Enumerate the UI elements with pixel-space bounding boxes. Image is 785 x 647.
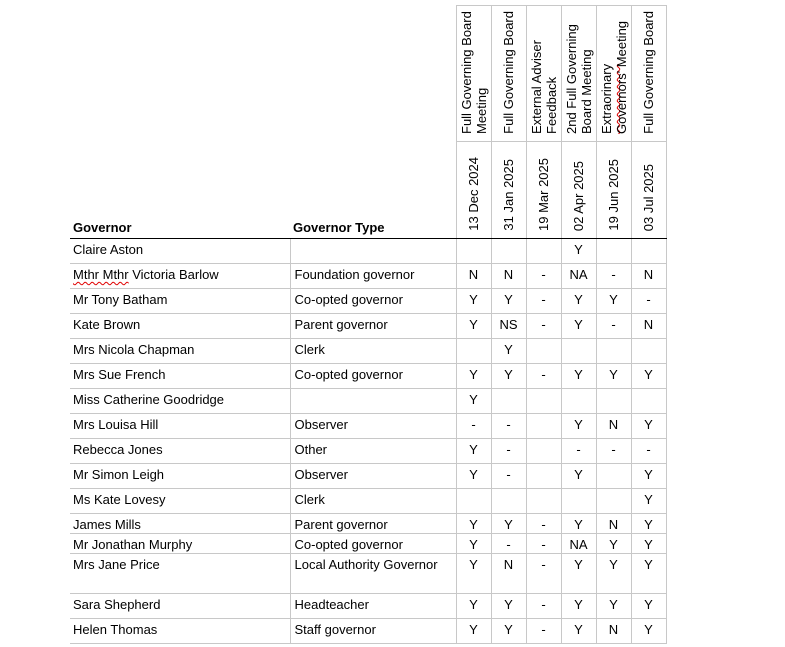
attendance-value: - <box>541 517 546 532</box>
cell-attendance[interactable] <box>596 364 631 389</box>
cell-attendance[interactable] <box>456 314 491 339</box>
meeting-date-cell[interactable] <box>526 142 561 239</box>
cell-attendance[interactable] <box>561 554 596 594</box>
attendance-value: - <box>611 267 616 282</box>
table-row <box>70 389 666 414</box>
meeting-name-label: Full Governing Board <box>641 11 656 134</box>
attendance-value: Y <box>574 597 583 612</box>
attendance-value: Y <box>504 622 513 637</box>
attendance-value: Y <box>469 622 478 637</box>
cell-attendance[interactable] <box>526 264 561 289</box>
governor-name: James Mills <box>73 517 141 532</box>
attendance-value: Y <box>644 367 653 382</box>
cell-attendance[interactable] <box>456 514 491 534</box>
cell-governor-type[interactable] <box>290 439 456 464</box>
attendance-value: N <box>468 267 479 282</box>
attendance-value: - <box>541 622 546 637</box>
cell-attendance[interactable] <box>596 489 631 514</box>
attendance-value: - <box>506 417 511 432</box>
governor-type: Staff governor <box>294 622 376 637</box>
cell-governor-name[interactable] <box>70 289 290 314</box>
governor-type: Headteacher <box>294 597 369 612</box>
cell-governor-type[interactable] <box>290 389 456 414</box>
attendance-value: Y <box>609 557 618 572</box>
governor-name: Helen Thomas <box>73 622 158 637</box>
cell-attendance[interactable] <box>526 414 561 439</box>
cell-attendance[interactable] <box>631 489 666 514</box>
cell-attendance[interactable] <box>456 339 491 364</box>
meeting-date-label: 31 Jan 2025 <box>501 159 516 231</box>
table-row <box>70 594 666 619</box>
attendance-value: Y <box>504 597 513 612</box>
governor-name: Ms Kate Lovesy <box>73 492 166 507</box>
table-row <box>70 414 666 439</box>
attendance-value: Y <box>574 367 583 382</box>
attendance-value: Y <box>469 517 478 532</box>
attendance-value: - <box>541 317 546 332</box>
cell-attendance[interactable] <box>491 594 526 619</box>
cell-attendance[interactable] <box>561 514 596 534</box>
cell-attendance[interactable] <box>561 594 596 619</box>
cell-attendance[interactable] <box>491 389 526 414</box>
cell-governor-name[interactable] <box>70 239 290 264</box>
meeting-name-label: Full Governing Board <box>501 11 516 134</box>
cell-attendance[interactable] <box>491 489 526 514</box>
cell-attendance[interactable] <box>596 439 631 464</box>
governor-type: Observer <box>294 417 348 432</box>
cell-attendance[interactable] <box>456 619 491 644</box>
governor-name: Kate Brown <box>73 317 141 332</box>
cell-attendance[interactable] <box>596 534 631 554</box>
attendance-value: Y <box>644 417 653 432</box>
cell-attendance[interactable] <box>456 264 491 289</box>
cell-attendance[interactable] <box>526 514 561 534</box>
cell-governor-type[interactable] <box>290 339 456 364</box>
cell-attendance[interactable] <box>631 364 666 389</box>
cell-governor-name[interactable] <box>70 514 290 534</box>
cell-governor-name[interactable] <box>70 464 290 489</box>
governor-type: Local Authority Governor <box>294 557 438 572</box>
table-row <box>70 534 666 554</box>
governor-name: Mrs Jane Price <box>73 557 160 572</box>
meeting-name-label: Extraorinary Governors' Meeting <box>598 20 629 134</box>
attendance-value: Y <box>504 342 513 357</box>
cell-attendance[interactable] <box>561 339 596 364</box>
cell-governor-name[interactable] <box>70 489 290 514</box>
table-row <box>70 439 666 464</box>
cell-attendance[interactable] <box>561 389 596 414</box>
meeting-date-cell[interactable] <box>561 142 596 239</box>
cell-attendance[interactable] <box>561 289 596 314</box>
attendance-value: NA <box>569 267 588 282</box>
governor-column-header[interactable] <box>70 142 290 239</box>
cell-attendance[interactable] <box>456 594 491 619</box>
cell-attendance[interactable] <box>526 389 561 414</box>
cell-attendance[interactable] <box>526 339 561 364</box>
cell-attendance[interactable] <box>456 239 491 264</box>
cell-governor-type[interactable] <box>290 489 456 514</box>
attendance-value: Y <box>644 537 653 552</box>
cell-governor-type[interactable] <box>290 414 456 439</box>
attendance-value: Y <box>574 317 583 332</box>
cell-governor-type[interactable] <box>290 314 456 339</box>
cell-attendance[interactable] <box>631 514 666 534</box>
table-row <box>70 464 666 489</box>
cell-attendance[interactable] <box>491 534 526 554</box>
attendance-value: - <box>471 417 476 432</box>
attendance-value: - <box>541 367 546 382</box>
table-row <box>70 489 666 514</box>
cell-attendance[interactable] <box>561 464 596 489</box>
cell-attendance[interactable] <box>456 364 491 389</box>
cell-attendance[interactable] <box>491 364 526 389</box>
governor-attendance-table <box>70 5 667 644</box>
attendance-value: Y <box>644 597 653 612</box>
governor-type: Parent governor <box>294 517 388 532</box>
meeting-names-row <box>70 6 666 142</box>
attendance-value: Y <box>469 537 478 552</box>
cell-attendance[interactable] <box>631 239 666 264</box>
attendance-value: Y <box>504 367 513 382</box>
cell-governor-type[interactable] <box>290 554 456 594</box>
attendance-value: - <box>506 537 511 552</box>
table-row <box>70 554 666 594</box>
cell-attendance[interactable] <box>491 264 526 289</box>
attendance-value: - <box>646 442 651 457</box>
attendance-value: Y <box>574 242 583 257</box>
governor-name: Mrs Louisa Hill <box>73 417 159 432</box>
cell-attendance[interactable] <box>526 594 561 619</box>
meeting-dates-row <box>70 142 666 239</box>
meeting-date-label: 19 Mar 2025 <box>536 158 551 231</box>
cell-attendance[interactable] <box>456 464 491 489</box>
attendance-value: Y <box>504 517 513 532</box>
governor-type: Clerk <box>294 342 325 357</box>
cell-attendance[interactable] <box>596 414 631 439</box>
governor-name: Mr Tony Batham <box>73 292 168 307</box>
attendance-value: Y <box>609 537 618 552</box>
cell-attendance[interactable] <box>561 314 596 339</box>
cell-governor-name[interactable] <box>70 439 290 464</box>
governor-name: Mthr Mthr Victoria Barlow <box>73 267 219 282</box>
attendance-value: - <box>541 597 546 612</box>
cell-attendance[interactable] <box>561 364 596 389</box>
attendance-value: - <box>541 267 546 282</box>
governor-name: Rebecca Jones <box>73 442 163 457</box>
attendance-value: Y <box>574 417 583 432</box>
meeting-name-cell[interactable] <box>526 6 561 142</box>
meeting-name-cell[interactable] <box>491 6 526 142</box>
cell-attendance[interactable] <box>596 594 631 619</box>
attendance-value: N <box>643 317 654 332</box>
governor-name: Claire Aston <box>73 242 144 257</box>
cell-governor-name[interactable] <box>70 364 290 389</box>
cell-governor-type[interactable] <box>290 514 456 534</box>
attendance-value: Y <box>609 597 618 612</box>
cell-attendance[interactable] <box>456 439 491 464</box>
attendance-value: - <box>506 467 511 482</box>
cell-attendance[interactable] <box>631 439 666 464</box>
meeting-name-cell[interactable] <box>456 6 491 142</box>
cell-attendance[interactable] <box>561 414 596 439</box>
cell-attendance[interactable] <box>631 289 666 314</box>
cell-governor-type[interactable] <box>290 534 456 554</box>
cell-attendance[interactable] <box>491 619 526 644</box>
attendance-value: N <box>608 417 619 432</box>
table-row <box>70 289 666 314</box>
cell-attendance[interactable] <box>561 239 596 264</box>
governor-type: Parent governor <box>294 317 388 332</box>
governor-type-column-header[interactable] <box>290 142 456 239</box>
cell-attendance[interactable] <box>561 264 596 289</box>
attendance-value: - <box>541 557 546 572</box>
governor-name: Mrs Nicola Chapman <box>73 342 195 357</box>
attendance-value: Y <box>644 467 653 482</box>
attendance-value: Y <box>469 367 478 382</box>
cell-attendance[interactable] <box>526 439 561 464</box>
attendance-value: - <box>506 442 511 457</box>
cell-attendance[interactable] <box>526 489 561 514</box>
meeting-name-label: Full Governing Board Meeting <box>458 11 489 134</box>
meeting-name-label: External Adviser Feedback <box>528 40 559 134</box>
cell-attendance[interactable] <box>491 439 526 464</box>
cell-attendance[interactable] <box>596 289 631 314</box>
attendance-value: Y <box>469 292 478 307</box>
cell-attendance[interactable] <box>596 389 631 414</box>
attendance-sheet <box>70 5 667 644</box>
attendance-value: Y <box>469 557 478 572</box>
cell-attendance[interactable] <box>631 619 666 644</box>
attendance-value: Y <box>574 517 583 532</box>
attendance-value: Y <box>574 467 583 482</box>
table-row <box>70 239 666 264</box>
cell-governor-name[interactable] <box>70 594 290 619</box>
cell-governor-name[interactable] <box>70 389 290 414</box>
meeting-name-cell[interactable] <box>631 6 666 142</box>
cell-attendance[interactable] <box>491 414 526 439</box>
cell-attendance[interactable] <box>456 389 491 414</box>
cell-attendance[interactable] <box>631 314 666 339</box>
governor-type-column-header-label: Governor Type <box>293 220 385 235</box>
cell-attendance[interactable] <box>526 289 561 314</box>
cell-attendance[interactable] <box>526 554 561 594</box>
table-row <box>70 264 666 289</box>
attendance-value: NS <box>499 317 518 332</box>
governor-type: Co-opted governor <box>294 292 403 307</box>
governor-name: Miss Catherine Goodridge <box>73 392 225 407</box>
meeting-date-label: 19 Jun 2025 <box>606 159 621 231</box>
attendance-value: NA <box>569 537 588 552</box>
governor-type: Co-opted governor <box>294 367 403 382</box>
cell-governor-name[interactable] <box>70 619 290 644</box>
cell-attendance[interactable] <box>561 439 596 464</box>
governor-type: Observer <box>294 467 348 482</box>
meeting-date-cell[interactable] <box>491 142 526 239</box>
cell-governor-type[interactable] <box>290 364 456 389</box>
attendance-value: Y <box>644 517 653 532</box>
cell-attendance[interactable] <box>491 239 526 264</box>
cell-attendance[interactable] <box>491 514 526 534</box>
governor-name: Mr Jonathan Murphy <box>73 537 193 552</box>
attendance-value: - <box>646 292 651 307</box>
meeting-name-cell[interactable] <box>561 6 596 142</box>
cell-attendance[interactable] <box>596 514 631 534</box>
attendance-value: N <box>503 267 514 282</box>
meeting-date-cell[interactable] <box>456 142 491 239</box>
attendance-value: Y <box>504 292 513 307</box>
meeting-name-cell[interactable] <box>596 6 631 142</box>
attendance-value: Y <box>644 492 653 507</box>
table-row <box>70 314 666 339</box>
governors-tbody <box>70 239 666 644</box>
misspelled-text: Extraorinary <box>598 63 614 134</box>
table-row <box>70 619 666 644</box>
cell-governor-type[interactable] <box>290 264 456 289</box>
cell-attendance[interactable] <box>631 339 666 364</box>
attendance-value: N <box>643 267 654 282</box>
cell-governor-name[interactable] <box>70 264 290 289</box>
cell-governor-type[interactable] <box>290 594 456 619</box>
cell-attendance[interactable] <box>491 464 526 489</box>
cell-attendance[interactable] <box>526 364 561 389</box>
cell-governor-type[interactable] <box>290 619 456 644</box>
attendance-value: Y <box>469 317 478 332</box>
cell-attendance[interactable] <box>596 339 631 364</box>
cell-governor-name[interactable] <box>70 414 290 439</box>
cell-attendance[interactable] <box>491 554 526 594</box>
cell-attendance[interactable] <box>631 534 666 554</box>
governor-type: Clerk <box>294 492 325 507</box>
cell-governor-type[interactable] <box>290 239 456 264</box>
attendance-value: - <box>541 537 546 552</box>
cell-governor-name[interactable] <box>70 534 290 554</box>
cell-governor-type[interactable] <box>290 464 456 489</box>
cell-attendance[interactable] <box>631 464 666 489</box>
meeting-date-label: 03 Jul 2025 <box>641 163 656 231</box>
cell-governor-name[interactable] <box>70 554 290 594</box>
meeting-date-label: 13 Dec 2024 <box>466 157 481 231</box>
governor-type: Other <box>294 442 328 457</box>
meeting-date-label: 02 Apr 2025 <box>571 160 586 231</box>
cell-attendance[interactable] <box>596 619 631 644</box>
cell-attendance[interactable] <box>456 289 491 314</box>
meeting-date-cell[interactable] <box>596 142 631 239</box>
cell-attendance[interactable] <box>596 239 631 264</box>
attendance-value: Y <box>574 292 583 307</box>
cell-attendance[interactable] <box>491 339 526 364</box>
table-row <box>70 514 666 534</box>
cell-attendance[interactable] <box>631 554 666 594</box>
attendance-value: - <box>576 442 581 457</box>
attendance-value: Y <box>644 557 653 572</box>
attendance-value: - <box>541 292 546 307</box>
governor-name: Sara Shepherd <box>73 597 161 612</box>
cell-attendance[interactable] <box>631 389 666 414</box>
cell-attendance[interactable] <box>491 314 526 339</box>
cell-governor-name[interactable] <box>70 339 290 364</box>
cell-attendance[interactable] <box>456 414 491 439</box>
cell-attendance[interactable] <box>526 314 561 339</box>
attendance-value: Y <box>469 467 478 482</box>
attendance-value: Y <box>469 442 478 457</box>
misspelled-text: Mthr Mthr <box>73 267 129 282</box>
cell-attendance[interactable] <box>561 489 596 514</box>
header-spacer-governor-type <box>290 6 456 142</box>
cell-attendance[interactable] <box>596 264 631 289</box>
governor-name: Mr Simon Leigh <box>73 467 165 482</box>
cell-attendance[interactable] <box>491 289 526 314</box>
attendance-value: Y <box>644 622 653 637</box>
cell-attendance[interactable] <box>596 314 631 339</box>
cell-attendance[interactable] <box>526 464 561 489</box>
attendance-value: Y <box>469 392 478 407</box>
cell-attendance[interactable] <box>456 489 491 514</box>
attendance-value: Y <box>574 622 583 637</box>
cell-attendance[interactable] <box>526 239 561 264</box>
cell-attendance[interactable] <box>526 619 561 644</box>
cell-attendance[interactable] <box>456 534 491 554</box>
governor-type: Foundation governor <box>294 267 415 282</box>
attendance-value: Y <box>609 367 618 382</box>
cell-governor-name[interactable] <box>70 314 290 339</box>
attendance-value: Y <box>469 597 478 612</box>
meeting-date-cell[interactable] <box>631 142 666 239</box>
governor-column-header-label: Governor <box>73 220 132 235</box>
attendance-value: Y <box>609 292 618 307</box>
attendance-value: Y <box>574 557 583 572</box>
cell-attendance[interactable] <box>561 534 596 554</box>
meeting-name-label: 2nd Full Governing Board Meeting <box>563 24 594 134</box>
cell-attendance[interactable] <box>631 414 666 439</box>
attendance-value: N <box>503 557 514 572</box>
table-row <box>70 364 666 389</box>
cell-attendance[interactable] <box>526 534 561 554</box>
cell-attendance[interactable] <box>631 264 666 289</box>
cell-attendance[interactable] <box>596 464 631 489</box>
governor-type: Co-opted governor <box>294 537 403 552</box>
header-spacer-governor <box>70 6 290 142</box>
cell-attendance[interactable] <box>631 594 666 619</box>
table-row <box>70 339 666 364</box>
attendance-value: N <box>608 517 619 532</box>
attendance-value: - <box>611 317 616 332</box>
cell-attendance[interactable] <box>596 554 631 594</box>
cell-attendance[interactable] <box>561 619 596 644</box>
cell-governor-type[interactable] <box>290 289 456 314</box>
attendance-value: N <box>608 622 619 637</box>
cell-attendance[interactable] <box>456 554 491 594</box>
governor-name: Mrs Sue French <box>73 367 166 382</box>
attendance-value: - <box>611 442 616 457</box>
